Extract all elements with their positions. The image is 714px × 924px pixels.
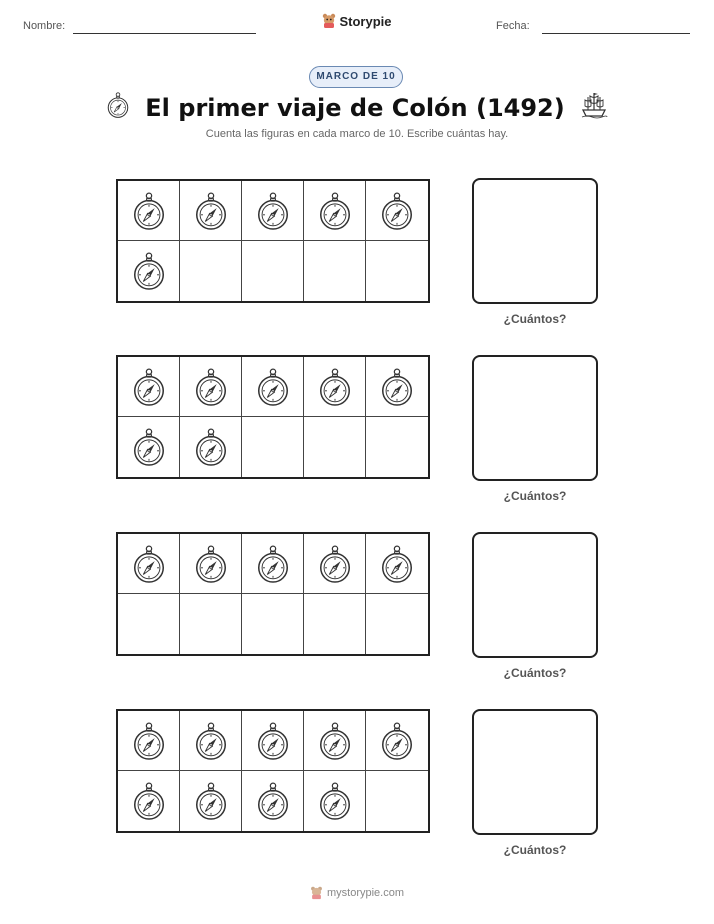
frame-cell (366, 241, 428, 301)
compass-icon (254, 368, 292, 406)
compass-icon (130, 545, 168, 583)
date-label: Fecha: (496, 20, 530, 32)
frame-cell (118, 181, 180, 241)
frame-cell (180, 771, 242, 831)
compass-icon (254, 782, 292, 820)
answer-box[interactable] (472, 709, 598, 835)
ten-frame (116, 355, 430, 479)
compass-icon (192, 192, 230, 230)
frame-cell (118, 417, 180, 477)
frame-cell (304, 534, 366, 594)
frame-cell (118, 241, 180, 301)
compass-icon (316, 192, 354, 230)
frame-cell (366, 771, 428, 831)
frame-cell (304, 771, 366, 831)
compass-icon (254, 545, 292, 583)
frame-cell (180, 417, 242, 477)
compass-icon (254, 192, 292, 230)
frame-cell (366, 357, 428, 417)
compass-icon (130, 192, 168, 230)
brand (0, 13, 714, 34)
compass-icon (105, 92, 131, 123)
storypie-logo-icon (310, 886, 323, 900)
frame-cell (118, 594, 180, 654)
name-label: Nombre: (23, 20, 66, 32)
compass-icon (192, 368, 230, 406)
frame-cell (118, 534, 180, 594)
answer-label: ¿Cuántos? (503, 666, 567, 680)
page-title: El primer viaje de Colón (1492) (145, 93, 565, 122)
frame-cell (304, 357, 366, 417)
frame-cell (304, 181, 366, 241)
frame-cell (118, 771, 180, 831)
frame-cell (366, 534, 428, 594)
worksheet-type-badge: MARCO DE 10 (309, 66, 403, 88)
frame-cell (180, 594, 242, 654)
ten-frame (116, 532, 430, 656)
compass-icon (130, 368, 168, 406)
frame-cell (180, 534, 242, 594)
compass-icon (316, 782, 354, 820)
compass-icon (192, 545, 230, 583)
compass-icon (192, 428, 230, 466)
compass-icon (378, 368, 416, 406)
frame-cell (118, 357, 180, 417)
frame-cell (366, 711, 428, 771)
answer-box[interactable] (472, 178, 598, 304)
compass-icon (192, 782, 230, 820)
compass-icon (316, 368, 354, 406)
frame-cell (180, 357, 242, 417)
frame-cell (242, 534, 304, 594)
frame-cell (242, 357, 304, 417)
compass-icon (378, 192, 416, 230)
frame-cell (242, 771, 304, 831)
frame-cell (366, 417, 428, 477)
frame-cell (366, 594, 428, 654)
frame-cell (242, 241, 304, 301)
frame-cell (366, 181, 428, 241)
answer-label: ¿Cuántos? (503, 312, 567, 326)
footer (0, 886, 714, 905)
compass-icon (254, 722, 292, 760)
compass-icon (316, 722, 354, 760)
frame-cell (242, 181, 304, 241)
brand-name: Storypie (339, 13, 392, 29)
ten-frame (116, 179, 430, 303)
compass-icon (378, 545, 416, 583)
instructions: Cuenta las figuras en cada marco de 10. Escribe cuántas hay. (205, 128, 509, 140)
frame-cell (304, 594, 366, 654)
compass-icon (130, 722, 168, 760)
compass-icon (192, 722, 230, 760)
frame-cell (118, 711, 180, 771)
date-field[interactable] (542, 33, 690, 34)
answer-box[interactable] (472, 532, 598, 658)
compass-icon (130, 428, 168, 466)
compass-icon (130, 252, 168, 290)
ten-frame (116, 709, 430, 833)
answer-label: ¿Cuántos? (503, 843, 567, 857)
frame-cell (180, 711, 242, 771)
compass-icon (378, 722, 416, 760)
answer-box[interactable] (472, 355, 598, 481)
compass-icon (130, 782, 168, 820)
frame-cell (242, 417, 304, 477)
storypie-logo-icon (322, 13, 336, 29)
compass-icon (316, 545, 354, 583)
frame-cell (304, 241, 366, 301)
ship-icon (579, 90, 609, 125)
frame-cell (180, 181, 242, 241)
footer-url[interactable]: mystorypie.com (326, 887, 405, 899)
frame-cell (304, 417, 366, 477)
frame-cell (242, 594, 304, 654)
title-row (0, 90, 714, 125)
answer-label: ¿Cuántos? (503, 489, 567, 503)
frame-cell (304, 711, 366, 771)
frame-cell (242, 711, 304, 771)
frame-cell (180, 241, 242, 301)
